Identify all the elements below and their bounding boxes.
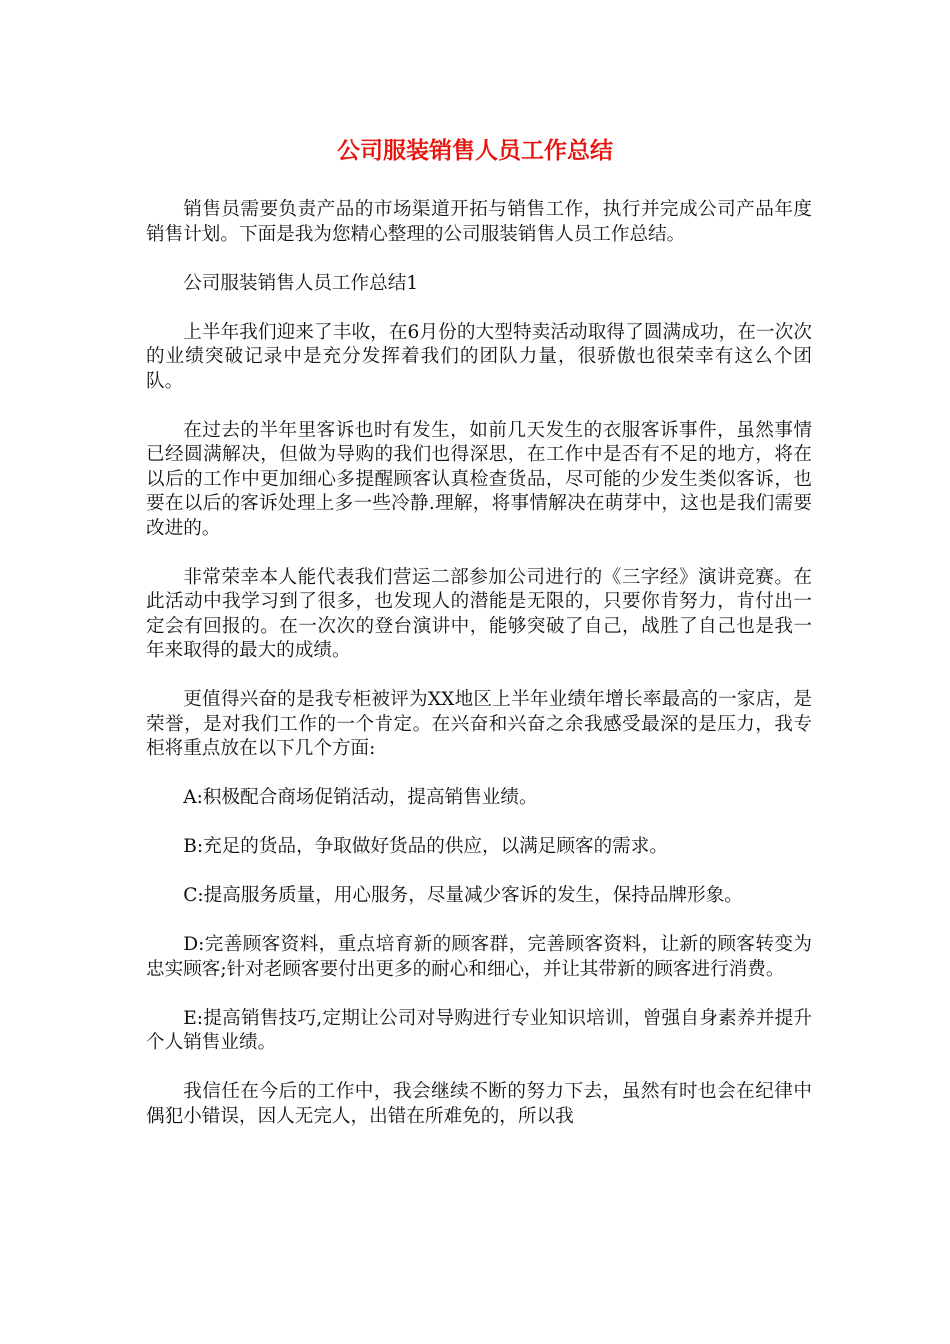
intro-paragraph: 销售员需要负责产品的市场渠道开拓与销售工作，执行并完成公司产品年度销售计划。下面是我为您精心整理的公司服装销售人员工作总结。 (146, 199, 812, 245)
list-item-d: D:完善顾客资料，重点培育新的顾客群，完善顾客资料，让新的顾客转变为忠实顾客;针对老顾客要付出更多的耐心和细心，并让其带新的顾客进行消费。 (146, 934, 812, 980)
section-heading: 公司服装销售人员工作总结1 (183, 272, 419, 294)
body-paragraph: 在过去的半年里客诉也时有发生，如前几天发生的衣服客诉事件，虽然事情已经圆满解决，但做为导购的我们也得深思，在工作中是否有不足的地方，将在以后的工作中更加细心多提醒顾客认真检查货品，尽可能的少发生类似客诉，也要在以后的客诉处理上多一些冷静.理解，将事情解决在萌芽中，这也是我们需要改进的。 (146, 419, 812, 539)
body-paragraph: 非常荣幸本人能代表我们营运二部参加公司进行的《三字经》演讲竞赛。在此活动中我学习到了很多，也发现人的潜能是无限的，只要你肯努力，肯付出一定会有回报的。在一次次的登台演讲中，能够突破了自己，战胜了自己也是我一年来取得的最大的成绩。 (146, 566, 812, 661)
body-paragraph: 上半年我们迎来了丰收，在6月份的大型特卖活动取得了圆满成功，在一次次的业绩突破记录中是充分发挥着我们的团队力量，很骄傲也很荣幸有这么个团队。 (146, 321, 812, 392)
body-paragraph: 我信任在今后的工作中，我会继续不断的努力下去，虽然有时也会在纪律中偶犯小错误，因人无完人，出错在所难免的，所以我 (146, 1081, 812, 1127)
list-item-b: B:充足的货品，争取做好货品的供应，以满足顾客的需求。 (183, 836, 668, 857)
list-item-e: E:提高销售技巧,定期让公司对导购进行专业知识培训，曾强自身素养并提升个人销售业绩。 (146, 1007, 812, 1053)
list-item-c: C:提高服务质量，用心服务，尽量减少客诉的发生，保持品牌形象。 (183, 885, 743, 906)
body-paragraph: 更值得兴奋的是我专柜被评为XX地区上半年业绩年增长率最高的一家店，是荣誉，是对我们工作的一个肯定。在兴奋和兴奋之余我感受最深的是压力，我专柜将重点放在以下几个方面: (146, 689, 812, 759)
document-title: 公司服装销售人员工作总结 (337, 138, 613, 164)
document-body (146, 198, 812, 1154)
list-item-a: A:积极配合商场促销活动，提高销售业绩。 (183, 787, 538, 808)
